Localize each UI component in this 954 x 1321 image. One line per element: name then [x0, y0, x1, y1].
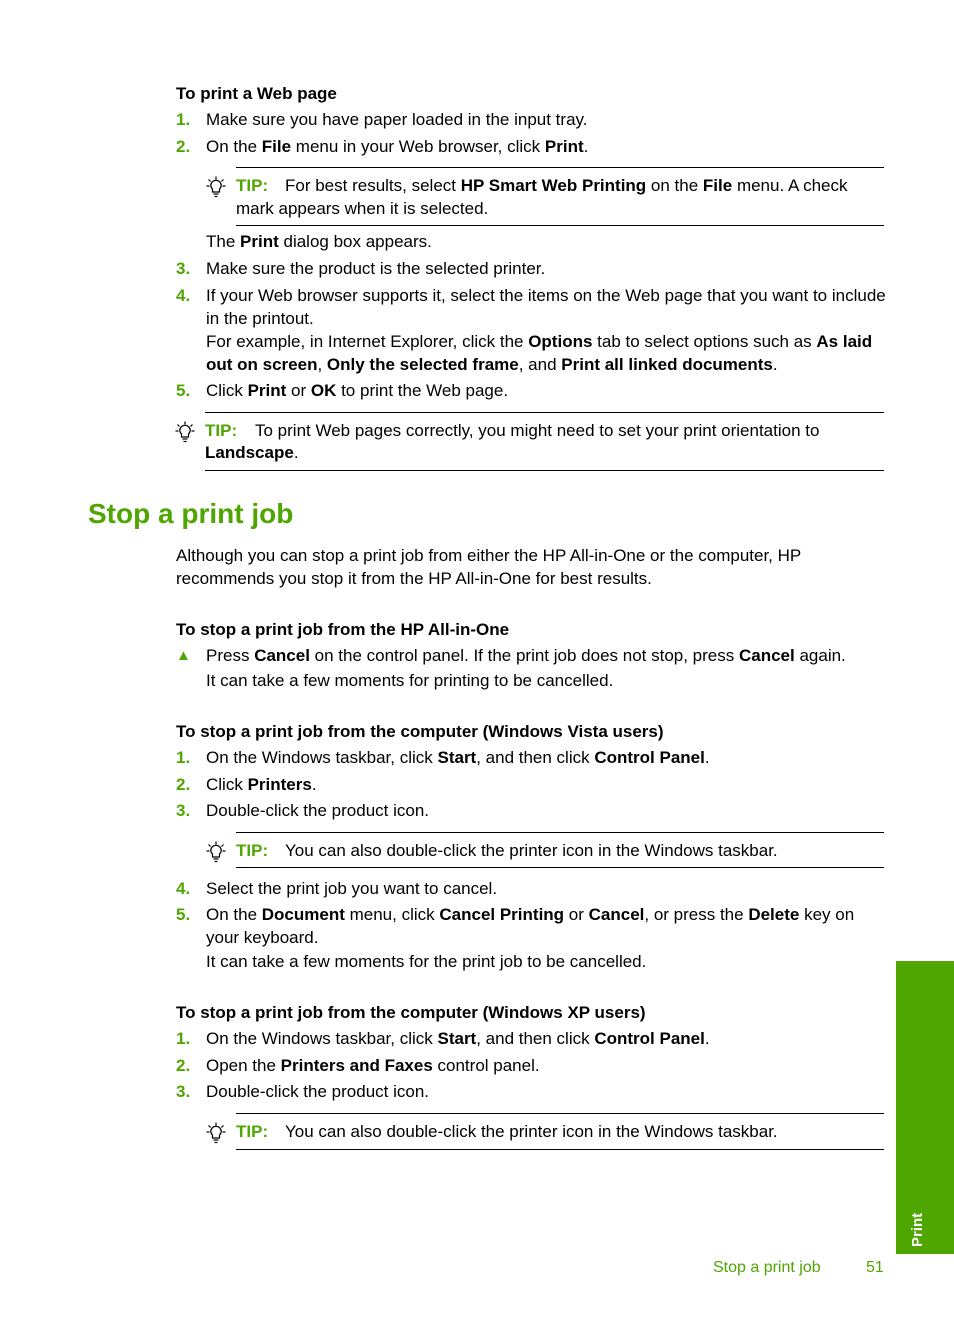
procedure-heading-xp: To stop a print job from the computer (Windows XP users): [176, 1003, 646, 1022]
tip-rule-top: [236, 1113, 884, 1114]
step-text: Double-click the product icon.: [206, 1082, 430, 1101]
step-number: 2.: [176, 137, 191, 156]
tip-rule-bottom: [236, 225, 884, 226]
step-text: Click Print or OK to print the Web page.: [206, 381, 509, 400]
chapter-tab: [896, 961, 954, 1254]
step-text: Click Printers.: [206, 775, 317, 794]
step-text: Make sure you have paper loaded in the input tray.: [206, 110, 588, 129]
step-number: 3.: [176, 801, 191, 820]
page-number: 51: [866, 1259, 884, 1276]
step-text: On the Windows taskbar, click Start, and then click Control Panel.: [206, 1029, 710, 1048]
tip-label: TIP:: [236, 176, 269, 195]
tip-text: You can also double-click the printer icon in the Windows taskbar.: [285, 1122, 778, 1141]
tip-rule-bottom: [236, 1149, 884, 1150]
lightbulb-icon: [206, 176, 226, 198]
tip-rule-top: [236, 832, 884, 833]
step-text: On the File menu in your Web browser, click Print.: [206, 137, 589, 156]
tip-label: TIP:: [236, 841, 269, 860]
step-result: It can take a few moments for the print job to be cancelled.: [206, 952, 647, 971]
tip-text: You can also double-click the printer icon in the Windows taskbar.: [285, 841, 778, 860]
step-text: On the Windows taskbar, click Start, and then click Control Panel.: [206, 748, 710, 767]
step-number: 1.: [176, 1029, 191, 1048]
step-number: 2.: [176, 775, 191, 794]
procedure-heading-vista: To stop a print job from the computer (Windows Vista users): [176, 722, 664, 741]
step-text: Open the Printers and Faxes control panel.: [206, 1056, 540, 1075]
triangle-bullet-icon: ▲: [176, 647, 191, 664]
footer-section-title: Stop a print job: [713, 1259, 821, 1276]
tip-text: Landscape.: [205, 443, 299, 462]
tip-label: TIP:: [236, 1122, 269, 1141]
tip-rule-top: [205, 412, 884, 413]
tip-text: For best results, select HP Smart Web Printing on the File menu. A check: [285, 176, 848, 195]
tip-text: To print Web pages correctly, you might need to set your print orientation to: [255, 421, 820, 440]
step-number: 1.: [176, 748, 191, 767]
procedure-heading-web: To print a Web page: [176, 84, 337, 103]
step-number: 5.: [176, 905, 191, 924]
step-text: Make sure the product is the selected printer.: [206, 259, 546, 278]
chapter-tab-label: Print: [909, 1212, 926, 1247]
step-text: Double-click the product icon.: [206, 801, 430, 820]
step-result: It can take a few moments for printing to be cancelled.: [206, 671, 614, 690]
step-text: Select the print job you want to cancel.: [206, 879, 498, 898]
tip-rule-bottom: [236, 867, 884, 868]
lightbulb-icon: [175, 421, 195, 443]
step-number: 4.: [176, 879, 191, 898]
tip-rule-bottom: [205, 470, 884, 471]
result-text: The Print dialog box appears.: [206, 232, 432, 251]
section-intro: Although you can stop a print job from either the HP All-in-One or the computer, HP recommends you stop it from the HP All-in-One for best results.: [176, 546, 801, 588]
tip-rule-top: [236, 167, 884, 168]
tip-label: TIP:: [205, 421, 238, 440]
step-text: Press Cancel on the control panel. If the print job does not stop, press Cancel again.: [206, 646, 846, 665]
lightbulb-icon: [206, 841, 226, 863]
step-number: 3.: [176, 1082, 191, 1101]
lightbulb-icon: [206, 1122, 226, 1144]
step-number: 4.: [176, 286, 191, 305]
section-title: Stop a print job: [88, 498, 294, 529]
step-number: 1.: [176, 110, 191, 129]
step-number: 2.: [176, 1056, 191, 1075]
step-text: For example, in Internet Explorer, click the Options tab to select options such as As laid out on screen, Only the selected frame, and Print all linked documents.: [206, 332, 873, 374]
step-number: 5.: [176, 381, 191, 400]
step-number: 3.: [176, 259, 191, 278]
step-text: On the Document menu, click Cancel Printing or Cancel, or press the Delete key on your keyboard.: [206, 905, 855, 947]
tip-text: mark appears when it is selected.: [236, 199, 489, 218]
procedure-heading-device: To stop a print job from the HP All-in-One: [176, 620, 510, 639]
step-text: If your Web browser supports it, select the items on the Web page that you want to include in the printout.: [206, 286, 886, 328]
